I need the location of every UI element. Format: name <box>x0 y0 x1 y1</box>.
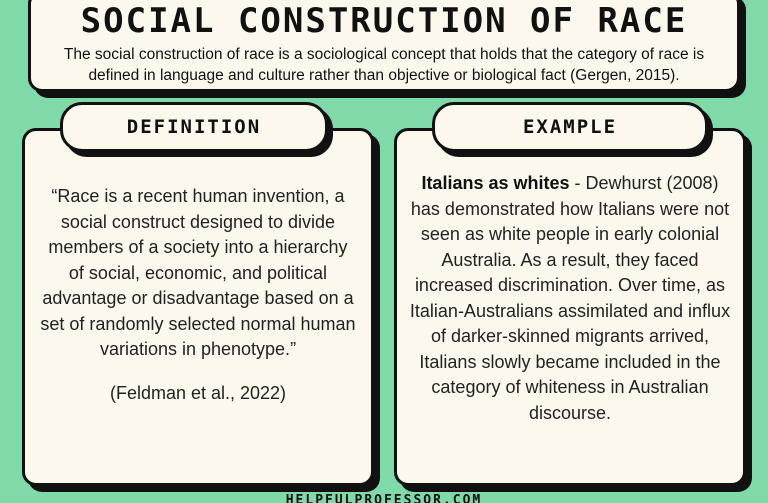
site-watermark: HELPFULPROFESSOR.COM <box>285 493 483 503</box>
header-card <box>28 0 740 92</box>
definition-quote: “Race is a recent human invention, a social construct designed to divide members of a society into a hierarchy of social, economic, and political advantage or disadvantage based on a set of randomly selected normal human variations in phenotype.” <box>40 186 356 359</box>
example-panel <box>394 128 746 486</box>
example-description: - Dewhurst (2008) has demonstrated how Italians were not seen as white people in early colonial Australia. As a result, they faced increased discrimination. Over time, as Italian-Australians assimilated and influx of darker-skinned migrants arrived, Italians slowly became included in the category of whiteness in Australian discourse. <box>409 173 731 423</box>
page-subtitle: The social construction of race is a sociological concept that holds that the category of race is defined in language and culture rather than objective or biological fact (Gergen, 2015). <box>63 46 705 84</box>
page-title: SOCIAL CONSTRUCTION OF RACE <box>80 1 688 41</box>
example-lead: Italians as whites <box>421 173 570 193</box>
definition-tab: DEFINITION <box>60 102 328 152</box>
definition-body <box>25 131 371 406</box>
example-body <box>397 131 743 426</box>
example-tab: EXAMPLE <box>432 102 708 152</box>
definition-panel <box>22 128 374 486</box>
definition-citation: (Feldman et al., 2022) <box>109 382 287 403</box>
example-text <box>409 171 731 426</box>
